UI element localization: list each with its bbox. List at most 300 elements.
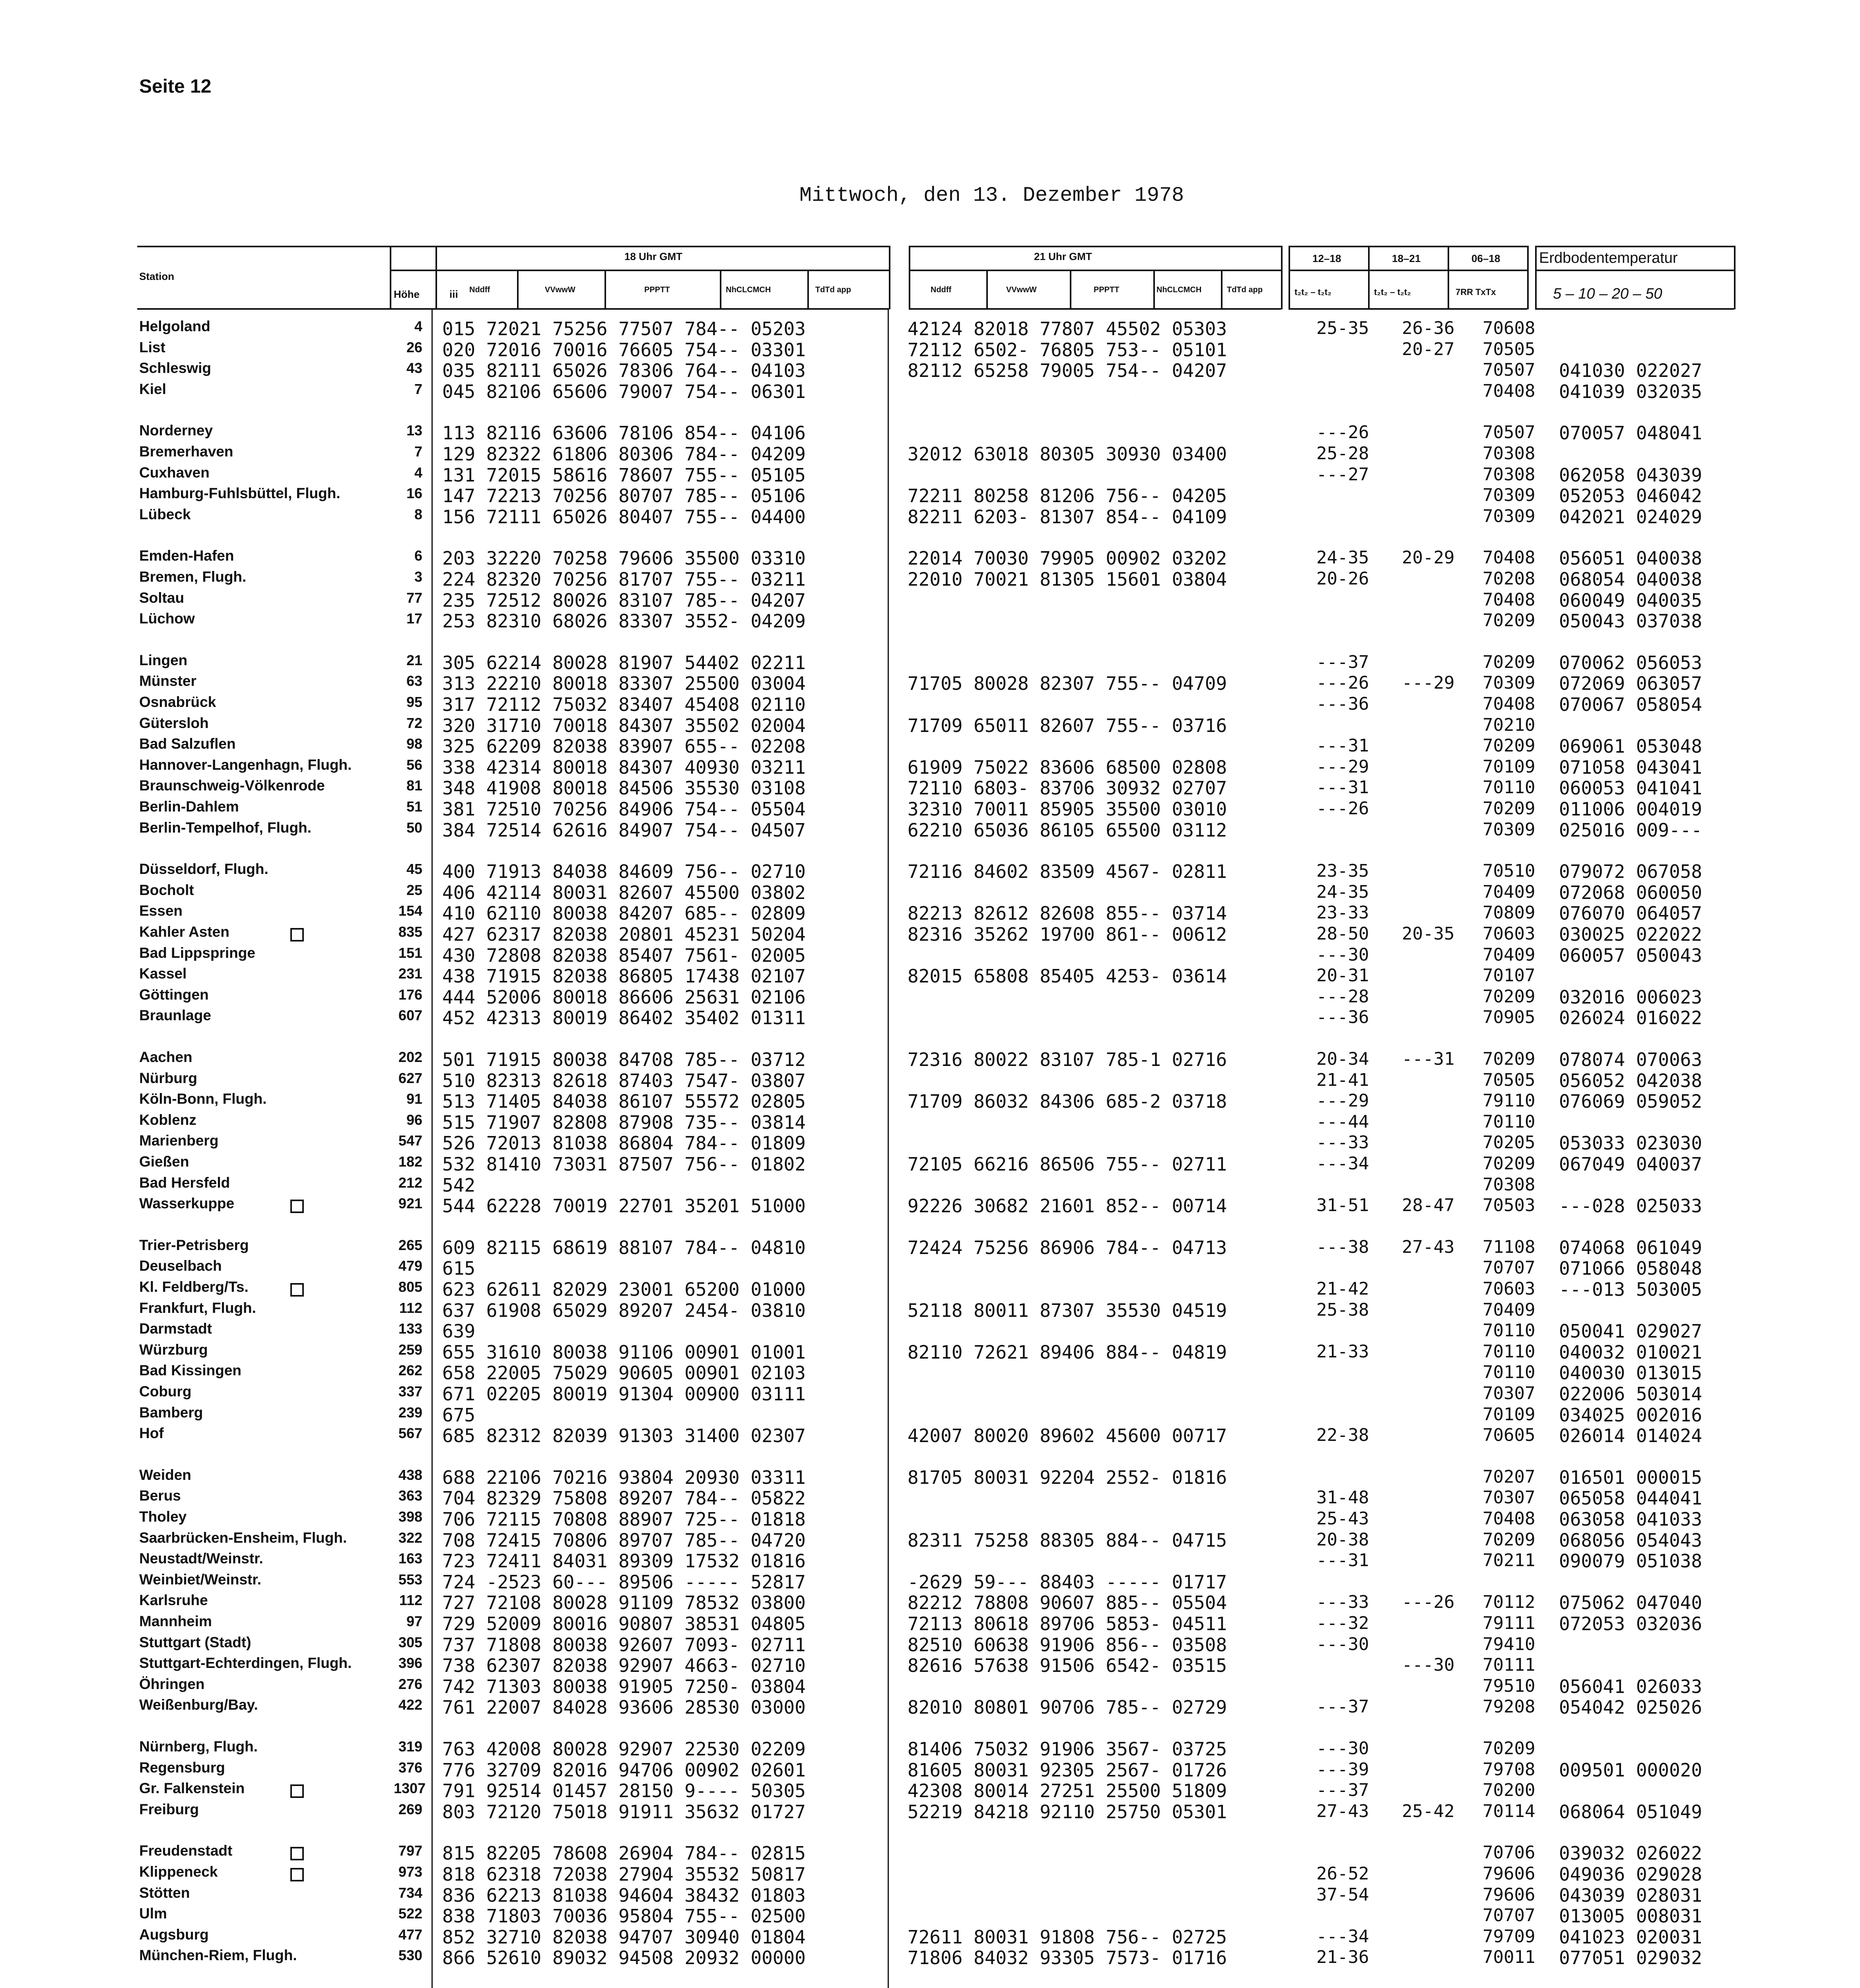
obs-21utc: 52219 84218 92110 25750 05301 [908, 1801, 1227, 1823]
table-row [0, 1007, 1860, 1028]
table-row [0, 610, 1860, 631]
range-12-18: ---44 [1316, 1112, 1369, 1132]
table-row [0, 965, 1860, 986]
station-height: 7 [414, 381, 422, 397]
range-06-18: 70408 [1483, 1508, 1535, 1529]
table-row [0, 1550, 1860, 1571]
obs-18utc: 761 22007 84028 93606 28530 03000 [442, 1697, 806, 1718]
table-row [0, 1320, 1860, 1341]
range-06-18: 70408 [1483, 590, 1535, 610]
soil-temperature: 025016 009--- [1559, 819, 1703, 841]
obs-21utc: 72211 80258 81206 756-- 04205 [908, 485, 1227, 507]
station-height: 63 [406, 673, 422, 689]
obs-18utc: 544 62228 70019 22701 35201 51000 [442, 1195, 806, 1217]
header-18-vvwww: VVwwW [545, 285, 575, 294]
obs-18utc: 045 82106 65606 79007 754-- 06301 [442, 381, 806, 402]
station-height: 553 [398, 1571, 422, 1588]
obs-18utc: 427 62317 82038 20801 45231 50204 [442, 924, 806, 945]
range-06-18: 70603 [1483, 1279, 1535, 1299]
station-name: Kassel [139, 965, 187, 982]
range-06-18: 70706 [1483, 1842, 1535, 1863]
station-height: 45 [406, 861, 422, 877]
table-row [0, 381, 1860, 402]
range-06-18: 70507 [1483, 422, 1535, 443]
range-12-18: 21-33 [1316, 1342, 1369, 1362]
table-row [0, 1571, 1860, 1592]
station-height: 97 [406, 1613, 422, 1629]
obs-21utc: 32310 70011 85905 35500 03010 [908, 798, 1227, 820]
obs-21utc: 52118 80011 87307 35530 04519 [908, 1300, 1227, 1321]
obs-18utc: 637 61908 65029 89207 2454- 03810 [442, 1300, 806, 1321]
soil-temperature: 062058 043039 [1559, 464, 1703, 486]
soil-temperature: 068064 051049 [1559, 1801, 1703, 1823]
obs-21utc: 82311 75258 88305 884-- 04715 [908, 1530, 1227, 1551]
soil-temperature: 034025 002016 [1559, 1404, 1703, 1426]
station-name: Klippeneck [139, 1864, 218, 1880]
range-06-18: 70408 [1483, 381, 1535, 401]
obs-18utc: 818 62318 72038 27904 35532 50817 [442, 1864, 806, 1885]
station-height: 396 [398, 1655, 422, 1671]
table-row [0, 1864, 1860, 1884]
obs-21utc: 72112 6502- 76805 753-- 05101 [908, 339, 1227, 361]
range-18-21: 20-29 [1402, 547, 1455, 568]
table-row [0, 1508, 1860, 1529]
header-18-dew: TdTd app [815, 285, 851, 294]
station-height: 151 [398, 945, 422, 961]
range-18-21: ---26 [1402, 1592, 1455, 1612]
soil-temperature: 068056 054043 [1559, 1530, 1703, 1551]
header-group-18: 18 Uhr GMT [624, 250, 682, 262]
station-height: 547 [398, 1132, 422, 1149]
station-name: Lüchow [139, 610, 195, 627]
range-12-18: 22-38 [1316, 1425, 1369, 1445]
obs-18utc: 129 82322 61806 80306 784-- 04209 [442, 443, 806, 465]
obs-21utc: 61909 75022 83606 68500 02808 [908, 757, 1227, 778]
empty-square-marker [290, 1780, 304, 1800]
station-name: Göttingen [139, 986, 209, 1003]
page-label: Seite 12 [139, 76, 212, 97]
range-12-18: ---26 [1316, 422, 1369, 443]
table-row [0, 1842, 1860, 1863]
obs-18utc: 776 32709 82016 94706 00902 02601 [442, 1759, 806, 1781]
obs-21utc: 72116 84602 83509 4567- 02811 [908, 861, 1227, 882]
station-name: Braunschweig-Völkenrode [139, 777, 325, 794]
station-height: 734 [398, 1885, 422, 1901]
table-row [0, 1530, 1860, 1550]
obs-21utc: 81406 75032 91906 3567- 03725 [908, 1738, 1227, 1760]
station-name: Emden-Hafen [139, 547, 234, 564]
obs-18utc: 803 72120 75018 91911 35632 01727 [442, 1801, 806, 1823]
range-06-18: 70211 [1483, 1550, 1535, 1571]
station-name: Frankfurt, Flugh. [139, 1300, 256, 1316]
obs-18utc: 317 72112 75032 83407 45408 02110 [442, 694, 806, 715]
station-name: Weiden [139, 1467, 191, 1483]
table-row [0, 547, 1860, 568]
station-height: 50 [406, 819, 422, 836]
range-12-18: 25-35 [1316, 318, 1369, 338]
station-height: 479 [398, 1258, 422, 1274]
station-name: Bremerhaven [139, 443, 233, 460]
obs-18utc: 688 22106 70216 93804 20930 03311 [442, 1467, 806, 1488]
range-12-18: 21-41 [1316, 1070, 1369, 1090]
table-row [0, 1175, 1860, 1195]
table-row [0, 715, 1860, 736]
obs-21utc: 82112 65258 79005 754-- 04207 [908, 360, 1227, 381]
range-06-18: 70307 [1483, 1383, 1535, 1404]
table-row [0, 1425, 1860, 1446]
table-row [0, 1487, 1860, 1508]
header-soil-depths: 5 – 10 – 20 – 50 [1553, 285, 1662, 302]
table-row [0, 1613, 1860, 1634]
table-row [0, 1049, 1860, 1070]
soil-temperature: 063058 041033 [1559, 1508, 1703, 1530]
soil-temperature: 072068 060050 [1559, 882, 1703, 903]
header-18-nddff: Nddff [469, 285, 490, 294]
range-06-18: 71108 [1483, 1237, 1535, 1257]
range-06-18: 70409 [1483, 945, 1535, 965]
table-row [0, 1676, 1860, 1697]
range-06-18: 70309 [1483, 485, 1535, 505]
range-06-18: 70707 [1483, 1905, 1535, 1926]
station-height: 319 [398, 1738, 422, 1755]
station-name: Weinbiet/Weinstr. [139, 1571, 262, 1588]
obs-21utc: 82211 6203- 81307 854-- 04109 [908, 506, 1227, 528]
station-height: 262 [398, 1362, 422, 1378]
station-height: 269 [398, 1801, 422, 1817]
station-name: Mannheim [139, 1613, 212, 1629]
obs-18utc: 430 72808 82038 85407 7561- 02005 [442, 945, 806, 966]
header-height: Höhe [394, 288, 420, 300]
table-row [0, 569, 1860, 589]
table-row [0, 464, 1860, 485]
range-06-18: 70209 [1483, 798, 1535, 819]
range-12-18: 21-36 [1316, 1947, 1369, 1967]
date-title: Mittwoch, den 13. Dezember 1978 [799, 184, 1184, 207]
range-06-18: 70112 [1483, 1592, 1535, 1612]
range-06-18: 70409 [1483, 1300, 1535, 1320]
station-name: Coburg [139, 1383, 192, 1400]
station-height: 133 [398, 1320, 422, 1337]
table-row [0, 1697, 1860, 1717]
obs-21utc: 72424 75256 86906 784-- 04713 [908, 1237, 1227, 1258]
station-name: Stuttgart (Stadt) [139, 1634, 251, 1650]
range-12-18: ---33 [1316, 1592, 1369, 1612]
soil-temperature: 032016 006023 [1559, 986, 1703, 1008]
obs-18utc: 384 72514 62616 84907 754-- 04507 [442, 819, 806, 841]
station-height: 376 [398, 1759, 422, 1776]
station-height: 4 [414, 318, 422, 334]
station-height: 422 [398, 1697, 422, 1713]
obs-21utc: 71705 80028 82307 755-- 04709 [908, 673, 1227, 694]
range-18-21: 20-27 [1402, 339, 1455, 359]
range-18-21: ---31 [1402, 1049, 1455, 1069]
table-row [0, 819, 1860, 840]
obs-18utc: 615 [442, 1258, 476, 1279]
station-name: Ulm [139, 1905, 167, 1922]
station-height: 112 [399, 1592, 422, 1608]
obs-18utc: 410 62110 80038 84207 685-- 02809 [442, 903, 806, 924]
soil-temperature: 053033 023030 [1559, 1132, 1703, 1154]
station-name: Köln-Bonn, Flugh. [139, 1091, 267, 1107]
table-row [0, 1362, 1860, 1383]
station-height: 530 [398, 1947, 422, 1963]
station-height: 477 [398, 1926, 422, 1943]
range-12-18: 20-31 [1316, 965, 1369, 986]
obs-18utc: 704 82329 75808 89207 784-- 05822 [442, 1487, 806, 1509]
station-name: Augsburg [139, 1926, 209, 1943]
obs-18utc: 639 [442, 1320, 476, 1342]
range-06-18: 70109 [1483, 1404, 1535, 1425]
station-name: Berlin-Dahlem [139, 798, 239, 815]
station-height: 322 [398, 1530, 422, 1546]
station-height: 26 [406, 339, 422, 355]
range-12-18: 23-35 [1316, 861, 1369, 881]
station-height: 259 [398, 1342, 422, 1358]
empty-square-marker [290, 1279, 304, 1298]
range-12-18: ---29 [1316, 757, 1369, 777]
table-row [0, 652, 1860, 673]
soil-temperature: 022006 503014 [1559, 1383, 1703, 1405]
station-height: 567 [398, 1425, 422, 1441]
obs-21utc: 22014 70030 79905 00902 03202 [908, 547, 1227, 569]
table-row [0, 1383, 1860, 1404]
soil-temperature: 078074 070063 [1559, 1049, 1703, 1070]
obs-21utc: 71709 65011 82607 755-- 03716 [908, 715, 1227, 736]
station-height: 176 [398, 986, 422, 1003]
soil-temperature: 043039 028031 [1559, 1885, 1703, 1906]
station-height: 835 [398, 924, 422, 940]
range-12-18: ---37 [1316, 652, 1369, 672]
range-06-18: 70308 [1483, 443, 1535, 464]
station-height: 96 [406, 1112, 422, 1128]
station-height: 363 [398, 1487, 422, 1504]
obs-18utc: 706 72115 70808 88907 725-- 01818 [442, 1508, 806, 1530]
range-06-18: 70707 [1483, 1258, 1535, 1278]
range-06-18: 70110 [1483, 1362, 1535, 1382]
table-row [0, 986, 1860, 1007]
table-row [0, 694, 1860, 714]
range-06-18: 70209 [1483, 1153, 1535, 1174]
soil-temperature: 039032 026022 [1559, 1842, 1703, 1864]
soil-temperature: 068054 040038 [1559, 569, 1703, 590]
obs-18utc: 438 71915 82038 86805 17438 02107 [442, 965, 806, 987]
range-06-18: 70109 [1483, 757, 1535, 777]
range-06-18: 79510 [1483, 1676, 1535, 1696]
header-21-ppptt: PPPTT [1094, 285, 1119, 294]
range-12-18: 31-51 [1316, 1195, 1369, 1215]
header-21-clouds: NhCLCMCH [1156, 285, 1202, 294]
station-height: 182 [398, 1153, 422, 1170]
station-height: 1307 [394, 1780, 426, 1796]
table-row [0, 485, 1860, 506]
range-12-18: 25-28 [1316, 443, 1369, 464]
station-name: Stuttgart-Echterdingen, Flugh. [139, 1655, 352, 1671]
station-name: Hannover-Langenhagn, Flugh. [139, 757, 352, 773]
table-row [0, 318, 1860, 339]
station-name: Lingen [139, 652, 188, 668]
soil-temperature: 042021 024029 [1559, 506, 1703, 528]
obs-21utc: 22010 70021 81305 15601 03804 [908, 569, 1227, 590]
soil-temperature: 040032 010021 [1559, 1342, 1703, 1363]
table-row [0, 1342, 1860, 1362]
obs-21utc: 81705 80031 92204 2552- 01816 [908, 1467, 1227, 1488]
table-row [0, 1258, 1860, 1278]
obs-18utc: 532 81410 73031 87507 756-- 01802 [442, 1153, 806, 1175]
table-row [0, 1592, 1860, 1613]
station-name: Öhringen [139, 1676, 205, 1692]
range-06-18: 70408 [1483, 694, 1535, 714]
station-height: 627 [398, 1070, 422, 1086]
station-name: Karlsruhe [139, 1592, 208, 1608]
obs-18utc: 224 82320 70256 81707 755-- 03211 [442, 569, 806, 590]
range-06-18: 70208 [1483, 569, 1535, 589]
station-name: Freiburg [139, 1801, 199, 1817]
obs-18utc: 836 62213 81038 94604 38432 01803 [442, 1885, 806, 1906]
range-12-18: 20-26 [1316, 569, 1369, 589]
obs-21utc: 42124 82018 77807 45502 05303 [908, 318, 1227, 340]
table-row [0, 798, 1860, 819]
obs-21utc: 82316 35262 19700 861-- 00612 [908, 924, 1227, 945]
station-name: Deuselbach [139, 1258, 222, 1274]
station-height: 72 [406, 715, 422, 731]
station-name: Berlin-Tempelhof, Flugh. [139, 819, 312, 836]
range-06-18: 70507 [1483, 360, 1535, 380]
station-height: 17 [406, 610, 422, 627]
table-row [0, 1947, 1860, 1968]
station-name: Nürnberg, Flugh. [139, 1738, 258, 1755]
station-height: 212 [398, 1175, 422, 1191]
soil-temperature: 074068 061049 [1559, 1237, 1703, 1258]
soil-temperature: ---028 025033 [1559, 1195, 1703, 1217]
obs-18utc: 203 32220 70258 79606 35500 03310 [442, 547, 806, 569]
station-height: 51 [406, 798, 422, 815]
range-06-18: 70209 [1483, 986, 1535, 1007]
soil-temperature: 050041 029027 [1559, 1320, 1703, 1342]
obs-21utc: 72113 80618 89706 5853- 04511 [908, 1613, 1227, 1635]
range-12-18: 25-38 [1316, 1300, 1369, 1320]
range-12-18: ---26 [1316, 673, 1369, 693]
station-name: Tholey [139, 1508, 187, 1525]
station-height: 522 [398, 1905, 422, 1922]
range-12-18: ---36 [1316, 694, 1369, 714]
range-06-18: 79709 [1483, 1926, 1535, 1947]
station-height: 16 [406, 485, 422, 501]
table-row [0, 1759, 1860, 1780]
obs-21utc: 82110 72621 89406 884-- 04819 [908, 1342, 1227, 1363]
range-06-18: 70505 [1483, 1070, 1535, 1090]
table-row [0, 673, 1860, 693]
obs-18utc: 724 -2523 60--- 89506 ----- 52817 [442, 1571, 806, 1593]
soil-temperature: 060049 040035 [1559, 590, 1703, 611]
station-name: Soltau [139, 590, 185, 606]
range-06-18: 70111 [1483, 1655, 1535, 1675]
station-name: Hof [139, 1425, 164, 1441]
table-row [0, 1655, 1860, 1675]
header-range-06-18: 06–18 [1471, 252, 1500, 264]
range-12-18: ---26 [1316, 798, 1369, 819]
obs-18utc: 675 [442, 1404, 476, 1426]
station-name: Stötten [139, 1885, 190, 1901]
range-18-21: ---29 [1402, 673, 1455, 693]
obs-21utc: 42308 80014 27251 25500 51809 [908, 1780, 1227, 1802]
table-row [0, 736, 1860, 756]
station-name: Essen [139, 903, 183, 919]
station-height: 4 [414, 464, 422, 481]
table-row [0, 1091, 1860, 1111]
station-height: 25 [406, 882, 422, 898]
range-06-18: 70505 [1483, 339, 1535, 359]
soil-temperature: 072053 032036 [1559, 1613, 1703, 1635]
range-06-18: 70209 [1483, 1530, 1535, 1550]
obs-18utc: 671 02205 80019 91304 00900 03111 [442, 1383, 806, 1405]
obs-18utc: 815 82205 78608 26904 784-- 02815 [442, 1842, 806, 1864]
range-12-18: 26-52 [1316, 1864, 1369, 1884]
range-18-21: 28-47 [1402, 1195, 1455, 1215]
range-06-18: 70207 [1483, 1467, 1535, 1487]
table-row [0, 506, 1860, 527]
table-row [0, 1153, 1860, 1174]
range-12-18: ---29 [1316, 1091, 1369, 1111]
station-name: Trier-Petrisberg [139, 1237, 249, 1253]
range-06-18: 70209 [1483, 736, 1535, 756]
obs-21utc: 72611 80031 91808 756-- 02725 [908, 1926, 1227, 1948]
table-row [0, 339, 1860, 360]
station-name: Bad Salzuflen [139, 736, 236, 752]
soil-temperature: 009501 000020 [1559, 1759, 1703, 1781]
obs-18utc: 320 31710 70018 84307 35502 02004 [442, 715, 806, 736]
range-12-18: ---31 [1316, 1550, 1369, 1571]
range-12-18: ---32 [1316, 1613, 1369, 1633]
obs-18utc: 515 71907 82808 87908 735-- 03814 [442, 1112, 806, 1133]
station-name: Berus [139, 1487, 181, 1504]
station-height: 3 [414, 569, 422, 585]
range-06-18: 70308 [1483, 464, 1535, 485]
soil-temperature: 067049 040037 [1559, 1153, 1703, 1175]
range-12-18: ---36 [1316, 1007, 1369, 1027]
table-row [0, 1467, 1860, 1487]
range-06-18: 79606 [1483, 1864, 1535, 1884]
obs-18utc: 738 62307 82038 92907 4663- 02710 [442, 1655, 806, 1676]
station-height: 6 [414, 547, 422, 564]
range-06-18: 70309 [1483, 819, 1535, 840]
obs-18utc: 658 22005 75029 90605 00901 02103 [442, 1362, 806, 1384]
station-height: 163 [398, 1550, 422, 1567]
range-06-18: 70200 [1483, 1780, 1535, 1800]
obs-21utc: 82616 57638 91506 6542- 03515 [908, 1655, 1227, 1676]
station-height: 202 [398, 1049, 422, 1065]
obs-18utc: 406 42114 80031 82607 45500 03802 [442, 882, 806, 903]
range-06-18: 70809 [1483, 903, 1535, 923]
station-name: Bamberg [139, 1404, 203, 1421]
table-row [0, 945, 1860, 965]
range-06-18: 70209 [1483, 1049, 1535, 1069]
range-06-18: 70608 [1483, 318, 1535, 338]
obs-18utc: 501 71915 80038 84708 785-- 03712 [442, 1049, 806, 1070]
range-06-18: 79111 [1483, 1613, 1535, 1633]
range-06-18: 70605 [1483, 1425, 1535, 1445]
range-12-18: ---39 [1316, 1759, 1369, 1780]
station-name: Lübeck [139, 506, 191, 522]
soil-temperature: 040030 013015 [1559, 1362, 1703, 1384]
soil-temperature: 052053 046042 [1559, 485, 1703, 507]
obs-21utc: 82010 80801 90706 785-- 02729 [908, 1697, 1227, 1718]
obs-18utc: 542 [442, 1175, 476, 1196]
table-row [0, 1738, 1860, 1759]
station-height: 154 [398, 903, 422, 919]
range-06-18: 79708 [1483, 1759, 1535, 1780]
header-21-nddff: Nddff [931, 285, 952, 294]
station-name: Weißenburg/Bay. [139, 1697, 258, 1713]
